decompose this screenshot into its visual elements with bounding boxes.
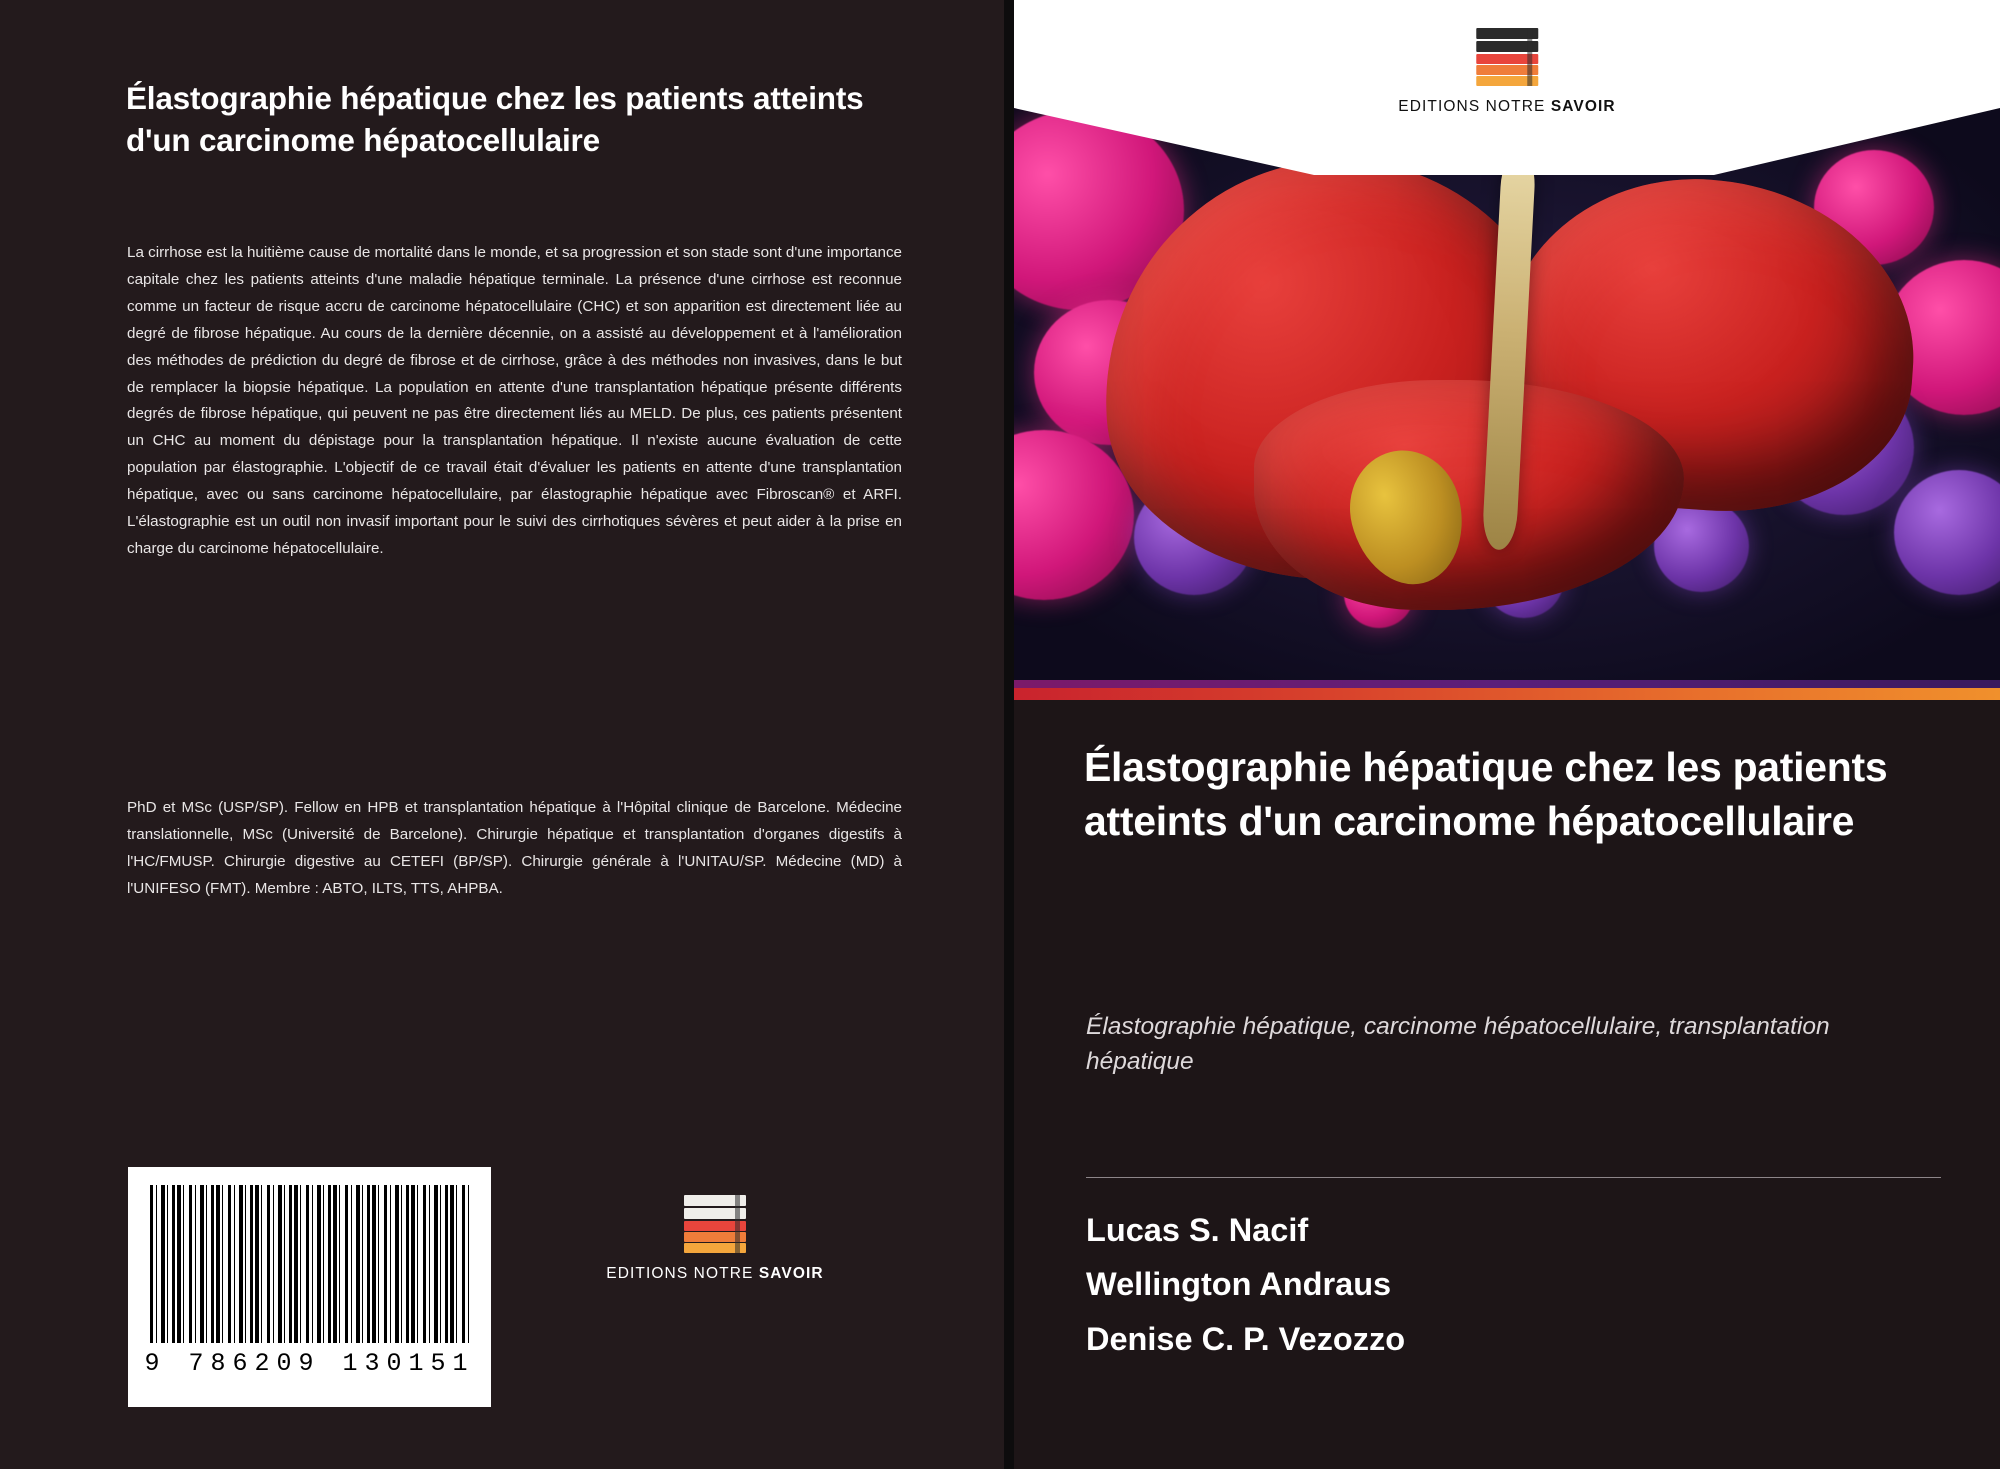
publisher-logo-front [1398, 28, 1615, 116]
accent-band-purple [1014, 680, 2000, 688]
publisher-logo-back [600, 1195, 830, 1283]
author-list [1086, 1203, 1946, 1366]
author-name: Denise C. P. Vezozzo [1086, 1320, 1406, 1357]
front-cover-panel [1014, 0, 2000, 1469]
barcode-number: 9 786209 130151 [144, 1349, 475, 1378]
author-name: Wellington Andraus [1086, 1266, 1392, 1303]
barcode [128, 1167, 491, 1407]
book-spine [1004, 0, 1014, 1469]
publisher-name-light: EDITIONS NOTRE [1398, 98, 1551, 115]
book-logo-icon [684, 1195, 746, 1253]
divider [1086, 1177, 1941, 1178]
book-logo-icon [1476, 28, 1538, 86]
author-name: Lucas S. Nacif [1086, 1212, 1309, 1248]
liver-lobe-bottom [1254, 380, 1684, 610]
cover-artwork [1014, 0, 2000, 700]
author-biography: PhD et MSc (USP/SP). Fellow en HPB et transplantation hépatique à l'Hôpital clinique de Barcelone. Médecine translationnelle, MSc (Université de Barcelone). Chirurgie hépatique et transplantation d'organes digestifs à l'HC/FMUSP. Chirurgie digestive au CETEFI (BP/SP). Chirurgie générale à l'UNITAU/SP. Médecine (MD) à l'UNIFESO (FMT). Membre : ABTO, ILTS, TTS, AHPBA. [127, 799, 902, 897]
front-cover-subtitle: Élastographie hépatique, carcinome hépatocellulaire, transplantation hépatique [1086, 1013, 1830, 1075]
back-cover-abstract: La cirrhose est la huitième cause de mortalité dans le monde, et sa progression et son stade sont d'une importance capitale chez les patients atteints d'une maladie hépatique terminale. La présence d'une cirrhose est reconnue comme un facteur de risque accru de carcinome hépatocellulaire (CHC) et son apparition est directement liée au degré de fibrose hépatique. Au cours de la dernière décennie, on a assisté au développement et à l'amélioration des méthodes de prédiction du degré de fibrose et de cirrhose, grâce à des méthodes non invasives, dans le but de remplacer la biopsie hépatique. La population en attente d'une transplantation hépatique présente différents degrés de fibrose hépatique, qui peuvent ne pas être directement liés au MELD. De plus, ces patients présentent un CHC au moment du dépistage pour la transplantation hépatique. Il n'existe aucune évaluation de cette population par élastographie. L'objectif de ce travail était d'évaluer les patients en attente d'une transplantation hépatique, avec ou sans carcinome hépatocellulaire, par élastographie hépatique avec Fibroscan® et ARFI. L'élastographie est un outil non invasif important pour le suivi des cirrhotiques sévères et peut aider à la prise en charge du carcinome hépatocellulaire. [127, 244, 902, 557]
accent-band-orange [1014, 688, 2000, 700]
liver-illustration [1104, 150, 1914, 610]
front-cover-title: Élastographie hépatique chez les patients atteints d'un carcinome hépatocellulaire [1084, 744, 1888, 845]
publisher-name-bold: SAVOIR [758, 1265, 824, 1282]
publisher-name-bold: SAVOIR [1550, 98, 1616, 115]
barcode-bars [150, 1185, 470, 1343]
publisher-name-back [600, 1265, 830, 1283]
publisher-name-light: EDITIONS NOTRE [606, 1265, 759, 1282]
publisher-name-front [1398, 98, 1615, 116]
back-cover-title: Élastographie hépatique chez les patients atteints d'un carcinome hépatocellulaire [126, 80, 864, 158]
